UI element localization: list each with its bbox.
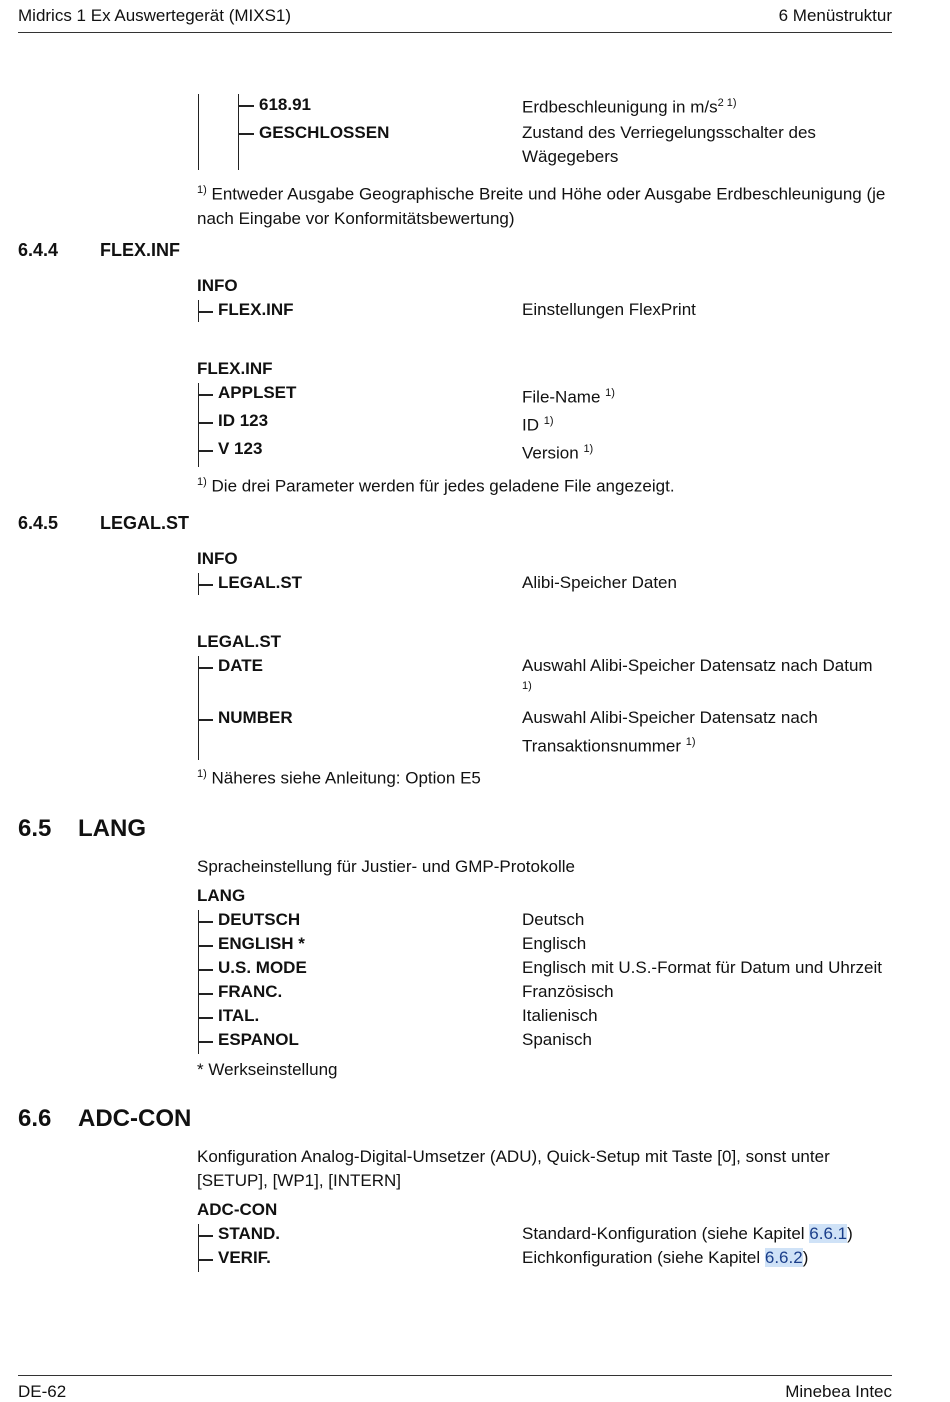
tree-root: ADC-CON [197, 1200, 278, 1219]
section-title: LANG [78, 815, 146, 842]
menu-item-id: ID 123 [218, 411, 269, 430]
tree-branch [198, 921, 213, 923]
menu-item-espanol: ESPANOL [218, 1030, 299, 1049]
footer-brand: Minebea Intec [785, 1382, 892, 1401]
item-desc: File-Name $^{1)}$ [522, 387, 615, 407]
tree-branch [198, 1017, 213, 1019]
tree-branch [198, 394, 213, 396]
menu-item-applset: APPLSET [218, 383, 297, 402]
menu-item-flex-inf: FLEX.INF [218, 300, 294, 319]
tree-branch [198, 719, 213, 721]
item-desc: ID $^{1)}$ [522, 415, 554, 435]
tree-branch [198, 1235, 213, 1237]
item-desc: Version $^{1)}$ [522, 443, 594, 463]
menu-item-618-91: 618.91 [259, 95, 311, 114]
item-desc: Eichkonfiguration (siehe Kapitel 6.6.2) [522, 1248, 809, 1267]
menu-item-deutsch: DEUTSCH [218, 910, 301, 929]
item-desc: Einstellungen FlexPrint [522, 300, 696, 319]
menu-item-verif: VERIF. [218, 1248, 271, 1267]
item-desc: Zustand des Verriegelungsschalter des Wägegebers [522, 123, 816, 166]
tree-line [198, 910, 199, 1054]
menu-item-legal-st: LEGAL.ST [218, 573, 303, 592]
header-rule [18, 32, 892, 33]
section-intro: Konfiguration Analog-Digital-Umsetzer (ADU), Quick-Setup mit Taste [0], sonst unter [197, 1147, 830, 1166]
item-desc: Französisch [522, 982, 614, 1001]
tree-line [198, 656, 199, 760]
tree-branch [198, 993, 213, 995]
footnote-ref: 1) [522, 680, 532, 692]
link-chapter-6-6-1[interactable]: 6.6.1 [809, 1224, 848, 1243]
item-desc: Englisch [522, 934, 587, 953]
tree-branch [198, 1259, 213, 1261]
item-desc: Alibi-Speicher Daten [522, 573, 677, 592]
item-desc: Auswahl Alibi-Speicher Datensatz nach [522, 708, 818, 727]
item-desc: Erdbeschleunigung in $m/s^{2 1)}$ [522, 97, 737, 117]
tree-branch [198, 450, 213, 452]
item-desc: Transaktionsnummer $^{1)}$ [522, 736, 696, 756]
section-intro: Spracheinstellung für Justier- und GMP-Protokolle [197, 857, 575, 876]
tree-root: LEGAL.ST [197, 632, 282, 651]
tree-root: INFO [197, 276, 238, 295]
section-number: 6.4.4 [18, 240, 59, 260]
page-number: DE-62 [18, 1382, 67, 1401]
item-desc: Auswahl Alibi-Speicher Datensatz nach Datum [522, 656, 873, 675]
menu-item-franc: FRANC. [218, 982, 283, 1001]
tree-branch [238, 105, 254, 107]
tree-root: FLEX.INF [197, 359, 273, 378]
tree-root: INFO [197, 549, 238, 568]
tree-branch [198, 311, 213, 313]
tree-root: LANG [197, 886, 246, 905]
tree-branch [198, 945, 213, 947]
link-chapter-6-6-2[interactable]: 6.6.2 [764, 1248, 803, 1267]
tree-line [198, 1224, 199, 1272]
section-title: LEGAL.ST [100, 513, 189, 533]
tree-branch [198, 969, 213, 971]
item-desc: Standard-Konfiguration (siehe Kapitel 6.6.1) [522, 1224, 853, 1243]
menu-item-ital: ITAL. [218, 1006, 260, 1025]
menu-item-english: ENGLISH * [218, 934, 305, 953]
tree-branch [198, 1041, 213, 1043]
footnote: $^{1)}$ Die drei Parameter werden für jedes geladene File angezeigt. [197, 476, 675, 496]
menu-item-stand: STAND. [218, 1224, 281, 1243]
tree-branch [198, 422, 213, 424]
footer-rule [18, 1375, 892, 1376]
menu-item-number: NUMBER [218, 708, 293, 727]
footnote: * Werkseinstellung [197, 1060, 338, 1079]
tree-line-outer [198, 94, 199, 170]
menu-item-us-mode: U.S. MODE [218, 958, 307, 977]
tree-branch [238, 133, 254, 135]
menu-item-date: DATE [218, 656, 264, 675]
item-desc: Englisch mit U.S.-Format für Datum und Uhrzeit [522, 958, 882, 977]
tree-branch [198, 584, 213, 586]
section-title: ADC-CON [78, 1105, 192, 1132]
footnote: $^{1)}$ Näheres siehe Anleitung: Option E5 [197, 768, 481, 788]
header-title: Midrics 1 Ex Auswertegerät (MIXS1) [18, 6, 292, 25]
header-chapter: 6 Menüstruktur [778, 6, 892, 25]
menu-item-geschlossen: GESCHLOSSEN [259, 123, 390, 142]
footnote: $^{1)}$ Entweder Ausgabe Geographische Breite und Höhe oder Ausgabe Erdbeschleunigung (je nach Eingabe vor Konformitätsbewertung) [197, 184, 886, 228]
menu-item-version: V 123 [218, 439, 263, 458]
item-desc: Spanisch [522, 1030, 592, 1049]
section-intro: [SETUP], [WP1], [INTERN] [197, 1171, 402, 1190]
tree-branch [198, 667, 213, 669]
section-number: 6.4.5 [18, 513, 59, 533]
section-number: 6.6 [18, 1105, 52, 1132]
section-number: 6.5 [18, 815, 52, 842]
item-desc: Italienisch [522, 1006, 598, 1025]
item-desc: Deutsch [522, 910, 585, 929]
section-title: FLEX.INF [100, 240, 180, 260]
